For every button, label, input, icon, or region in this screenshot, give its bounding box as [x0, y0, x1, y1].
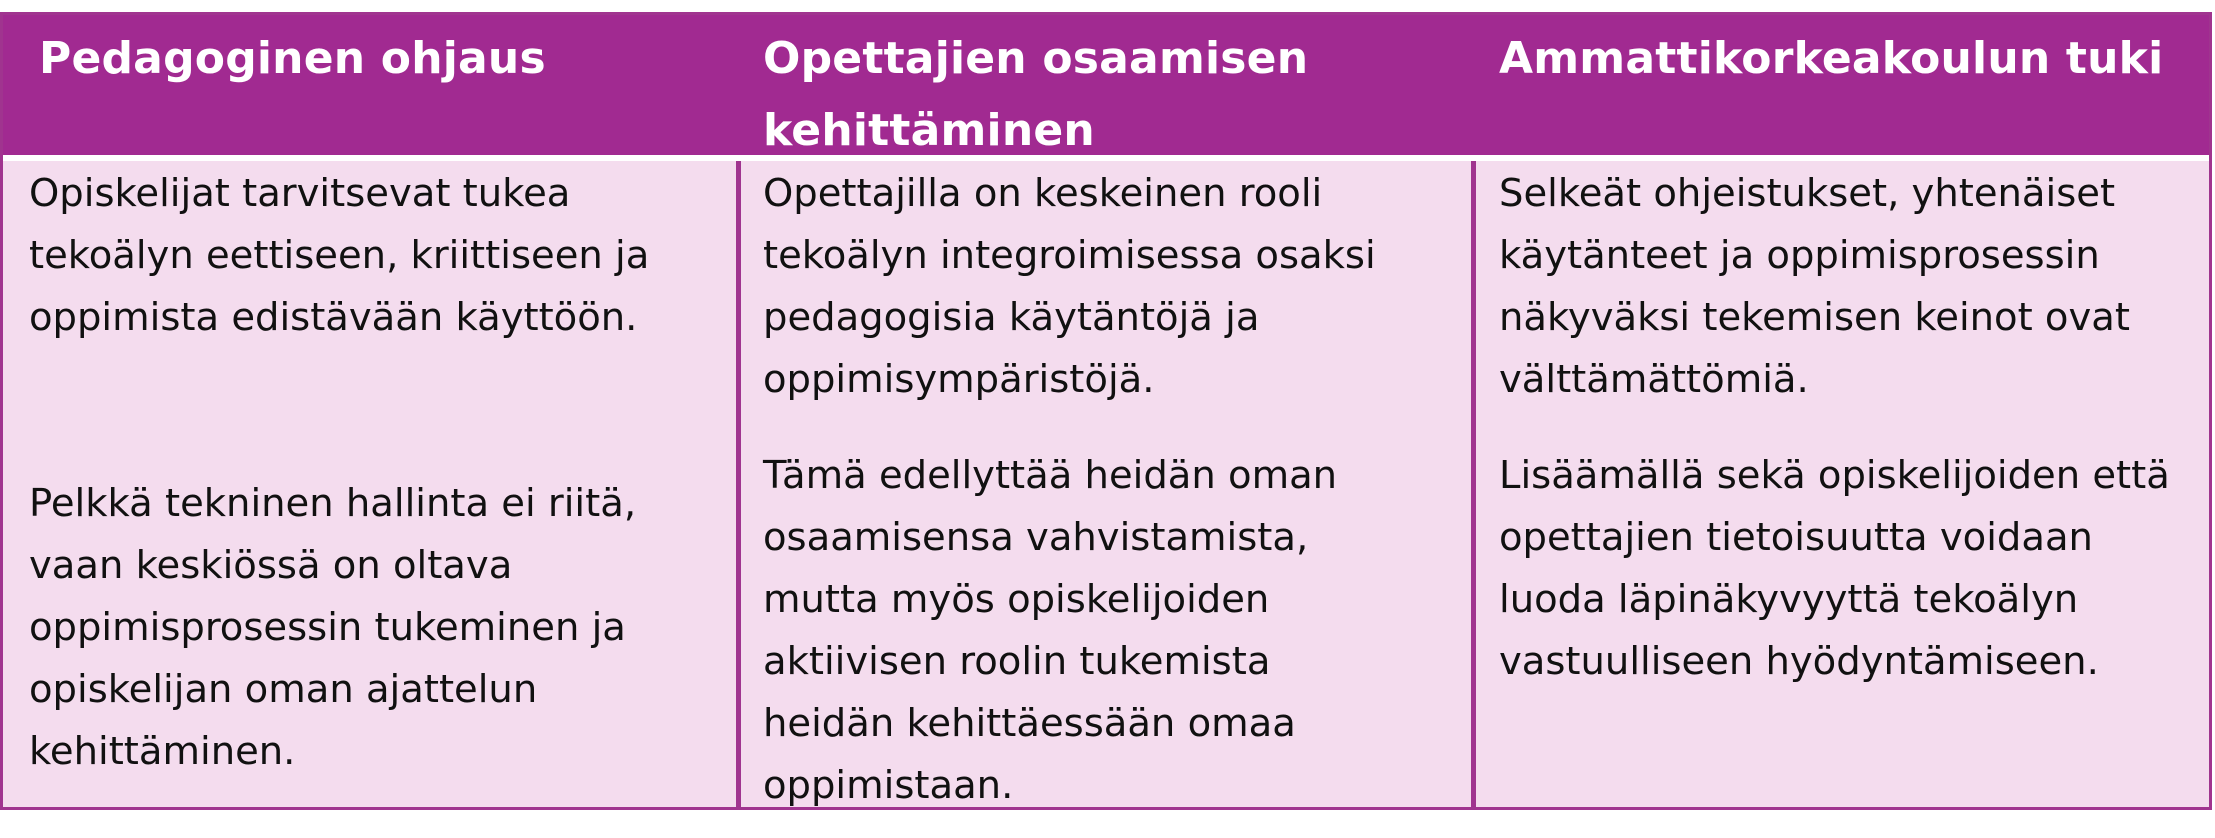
col3-paragraph-2: Lisäämällä sekä opiskelijoiden että opettajien tietoisuutta voidaan luoda läpinäkyvyyttä tekoälyn vastuulliseen hyödyntämiseen.	[1499, 453, 2170, 684]
column-divider	[1471, 161, 1476, 807]
col3-paragraph-1: Selkeät ohjeistukset, yhtenäiset käytänteet ja oppimisprosessin näkyväksi tekemisen keinot ovat välttämättömiä.	[1499, 171, 2130, 402]
column-divider	[736, 161, 741, 807]
header-pedagoginen-ohjaus: Pedagoginen ohjaus	[39, 33, 546, 84]
header-opettajien-osaaminen: Opettajien osaamisen kehittäminen	[763, 33, 1309, 156]
header-ammattikorkeakoulun-tuki: Ammattikorkeakoulun tuki	[1499, 33, 2164, 84]
col2-paragraph-2: Tämä edellyttää heidän oman osaamisensa vahvistamista, mutta myös opiskelijoiden aktiivisen roolin tukemista heidän kehittäessään omaa oppimistaan.	[763, 453, 1338, 808]
col2-paragraph-1: Opettajilla on keskeinen rooli tekoälyn integroimisessa osaksi pedagogisia käytäntöjä ja oppimisympäristöjä.	[763, 171, 1376, 402]
col1-paragraph-2: Pelkkä tekninen hallinta ei riitä, vaan keskiössä on oltava oppimisprosessin tukeminen ja opiskelijan oman ajattelun kehittäminen.	[29, 481, 637, 774]
col1-paragraph-1: Opiskelijat tarvitsevat tukea tekoälyn eettiseen, kriittiseen ja oppimista edistävään käyttöön.	[29, 171, 650, 340]
info-table	[0, 12, 2212, 810]
